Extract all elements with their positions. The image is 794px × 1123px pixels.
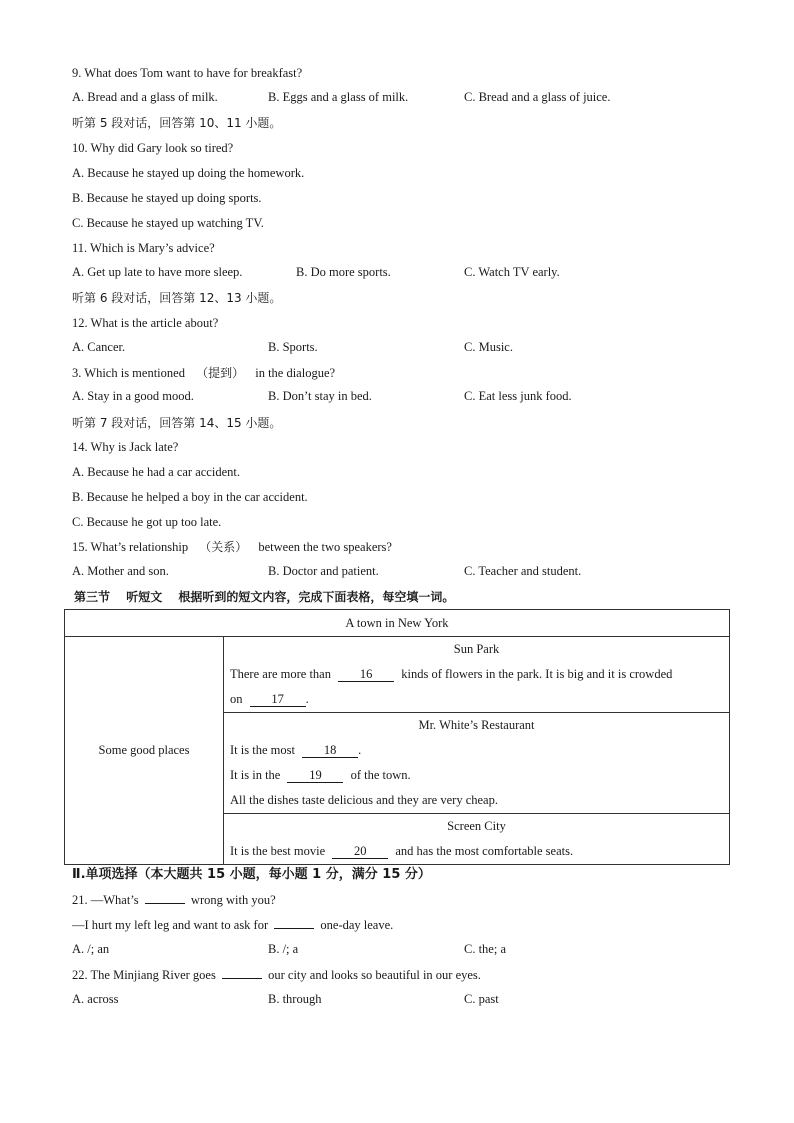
sun-park-line-2 [230,687,723,712]
sun-park-line-1-post: kinds of flowers in the park. It is big and it is crowded [401,667,673,681]
q10-option-a: A. Because he stayed up doing the homework. [72,166,305,180]
q21-blank-2 [274,928,314,929]
blank-16: 16 [338,667,394,682]
question-10: 10. Why did Gary look so tired? [72,141,234,155]
restaurant-line-1-pre: It is the most [230,743,295,757]
q9-option-c: C. Bread and a glass of juice. [464,90,611,104]
q22-line-post: our city and looks so beautiful in our eyes. [268,968,481,982]
question-22 [72,967,481,983]
restaurant-line-1-post: . [358,743,362,757]
question-21-line-1 [72,892,276,908]
restaurant-line-2-post: of the town. [350,768,411,782]
q13-option-a: A. Stay in a good mood. [72,389,194,403]
q13-option-c: C. Eat less junk food. [464,389,572,403]
q12-option-b: B. Sports. [268,340,318,354]
q15-option-b: B. Doctor and patient. [268,564,379,578]
sun-park-line-1 [230,662,723,687]
q21-option-b: B. /; a [268,942,299,956]
sun-park-line-2-post: . [305,692,309,706]
sun-park-name: Sun Park [453,642,500,656]
q12-option-a: A. Cancer. [72,340,126,354]
q21-option-a: A. /; an [72,942,110,956]
q10-option-c: C. Because he stayed up watching TV. [72,216,264,230]
q15-text-pre: 15. What’s relationship [72,540,189,554]
restaurant-name: Mr. White’s Restaurant [418,718,535,732]
sun-park-line-2-pre: on [230,692,243,706]
section-dialogue-5: 听第 5 段对话，回答第 10、11 小题。 [72,116,282,130]
question-12: 12. What is the article about? [72,316,219,330]
section-3-label: 第三节 [74,590,111,604]
q13-cn-gloss: （提到） [196,366,245,380]
section-3-instruction: 根据听到的短文内容，完成下面表格，每空填一词。 [178,590,455,604]
restaurant-line-2 [230,763,723,788]
screen-city-line-1 [230,839,723,864]
q9-option-a: A. Bread and a glass of milk. [72,90,218,104]
question-11: 11. Which is Mary’s advice? [72,241,215,255]
q9-option-b: B. Eggs and a glass of milk. [268,90,409,104]
q10-option-b: B. Because he stayed up doing sports. [72,191,262,205]
screen-city-name: Screen City [447,819,506,833]
q14-option-a: A. Because he had a car accident. [72,465,240,479]
q14-option-c: C. Because he got up too late. [72,515,222,529]
q21-blank-1 [145,903,185,904]
q22-option-c: C. past [464,992,499,1006]
q22-blank [222,978,262,979]
q15-text-post: between the two speakers? [258,540,392,554]
q21-line-1-post: wrong with you? [190,893,276,907]
q11-option-b: B. Do more sports. [296,265,391,279]
table-title: A town in New York [65,610,730,637]
q11-option-a: A. Get up late to have more sleep. [72,265,243,279]
q11-option-c: C. Watch TV early. [464,265,560,279]
q13-text-pre: 3. Which is mentioned [72,366,185,380]
q14-option-b: B. Because he helped a boy in the car accident. [72,490,308,504]
section-dialogue-6: 听第 6 段对话，回答第 12、13 小题。 [72,291,282,305]
q15-cn-gloss: （关系） [199,540,248,554]
cell-restaurant [224,713,730,814]
question-13 [72,365,335,381]
q13-text-post: in the dialogue? [255,366,336,380]
blank-20: 20 [332,844,388,859]
q13-option-b: B. Don’t stay in bed. [268,389,372,403]
q21-line-2-pre: —I hurt my left leg and want to ask for [72,918,269,932]
restaurant-line-2-pre: It is in the [230,768,281,782]
q15-option-a: A. Mother and son. [72,564,169,578]
section-dialogue-7: 听第 7 段对话，回答第 14、15 小题。 [72,416,282,430]
restaurant-line-1 [230,738,723,763]
section-3-heading [74,589,454,605]
fill-in-table [64,609,730,865]
q21-line-2-post: one-day leave. [320,918,394,932]
blank-19: 19 [287,768,343,783]
q12-option-c: C. Music. [464,340,513,354]
question-14: 14. Why is Jack late? [72,440,179,454]
cell-sun-park [224,637,730,713]
blank-17: 17 [250,692,306,707]
blank-18: 18 [302,743,358,758]
question-21-line-2 [72,917,393,933]
table-left-label: Some good places [65,637,224,865]
q21-line-1-pre: 21. —What’s [72,893,139,907]
screen-city-line-1-pre: It is the best movie [230,844,326,858]
question-15 [72,539,392,555]
q22-line-pre: 22. The Minjiang River goes [72,968,216,982]
section-3-title: 听短文 [126,590,163,604]
q22-option-b: B. through [268,992,322,1006]
q22-option-a: A. across [72,992,119,1006]
screen-city-line-1-post: and has the most comfortable seats. [395,844,574,858]
question-9: 9. What does Tom want to have for breakfast? [72,66,303,80]
sun-park-line-1-pre: There are more than [230,667,331,681]
restaurant-line-3: All the dishes taste delicious and they are very cheap. [230,793,498,807]
q15-option-c: C. Teacher and student. [464,564,582,578]
q21-option-c: C. the; a [464,942,507,956]
cell-screen-city [224,814,730,865]
part-2-heading: Ⅱ.单项选择（本大题共 15 小题，每小题 1 分，满分 15 分） [72,867,431,882]
